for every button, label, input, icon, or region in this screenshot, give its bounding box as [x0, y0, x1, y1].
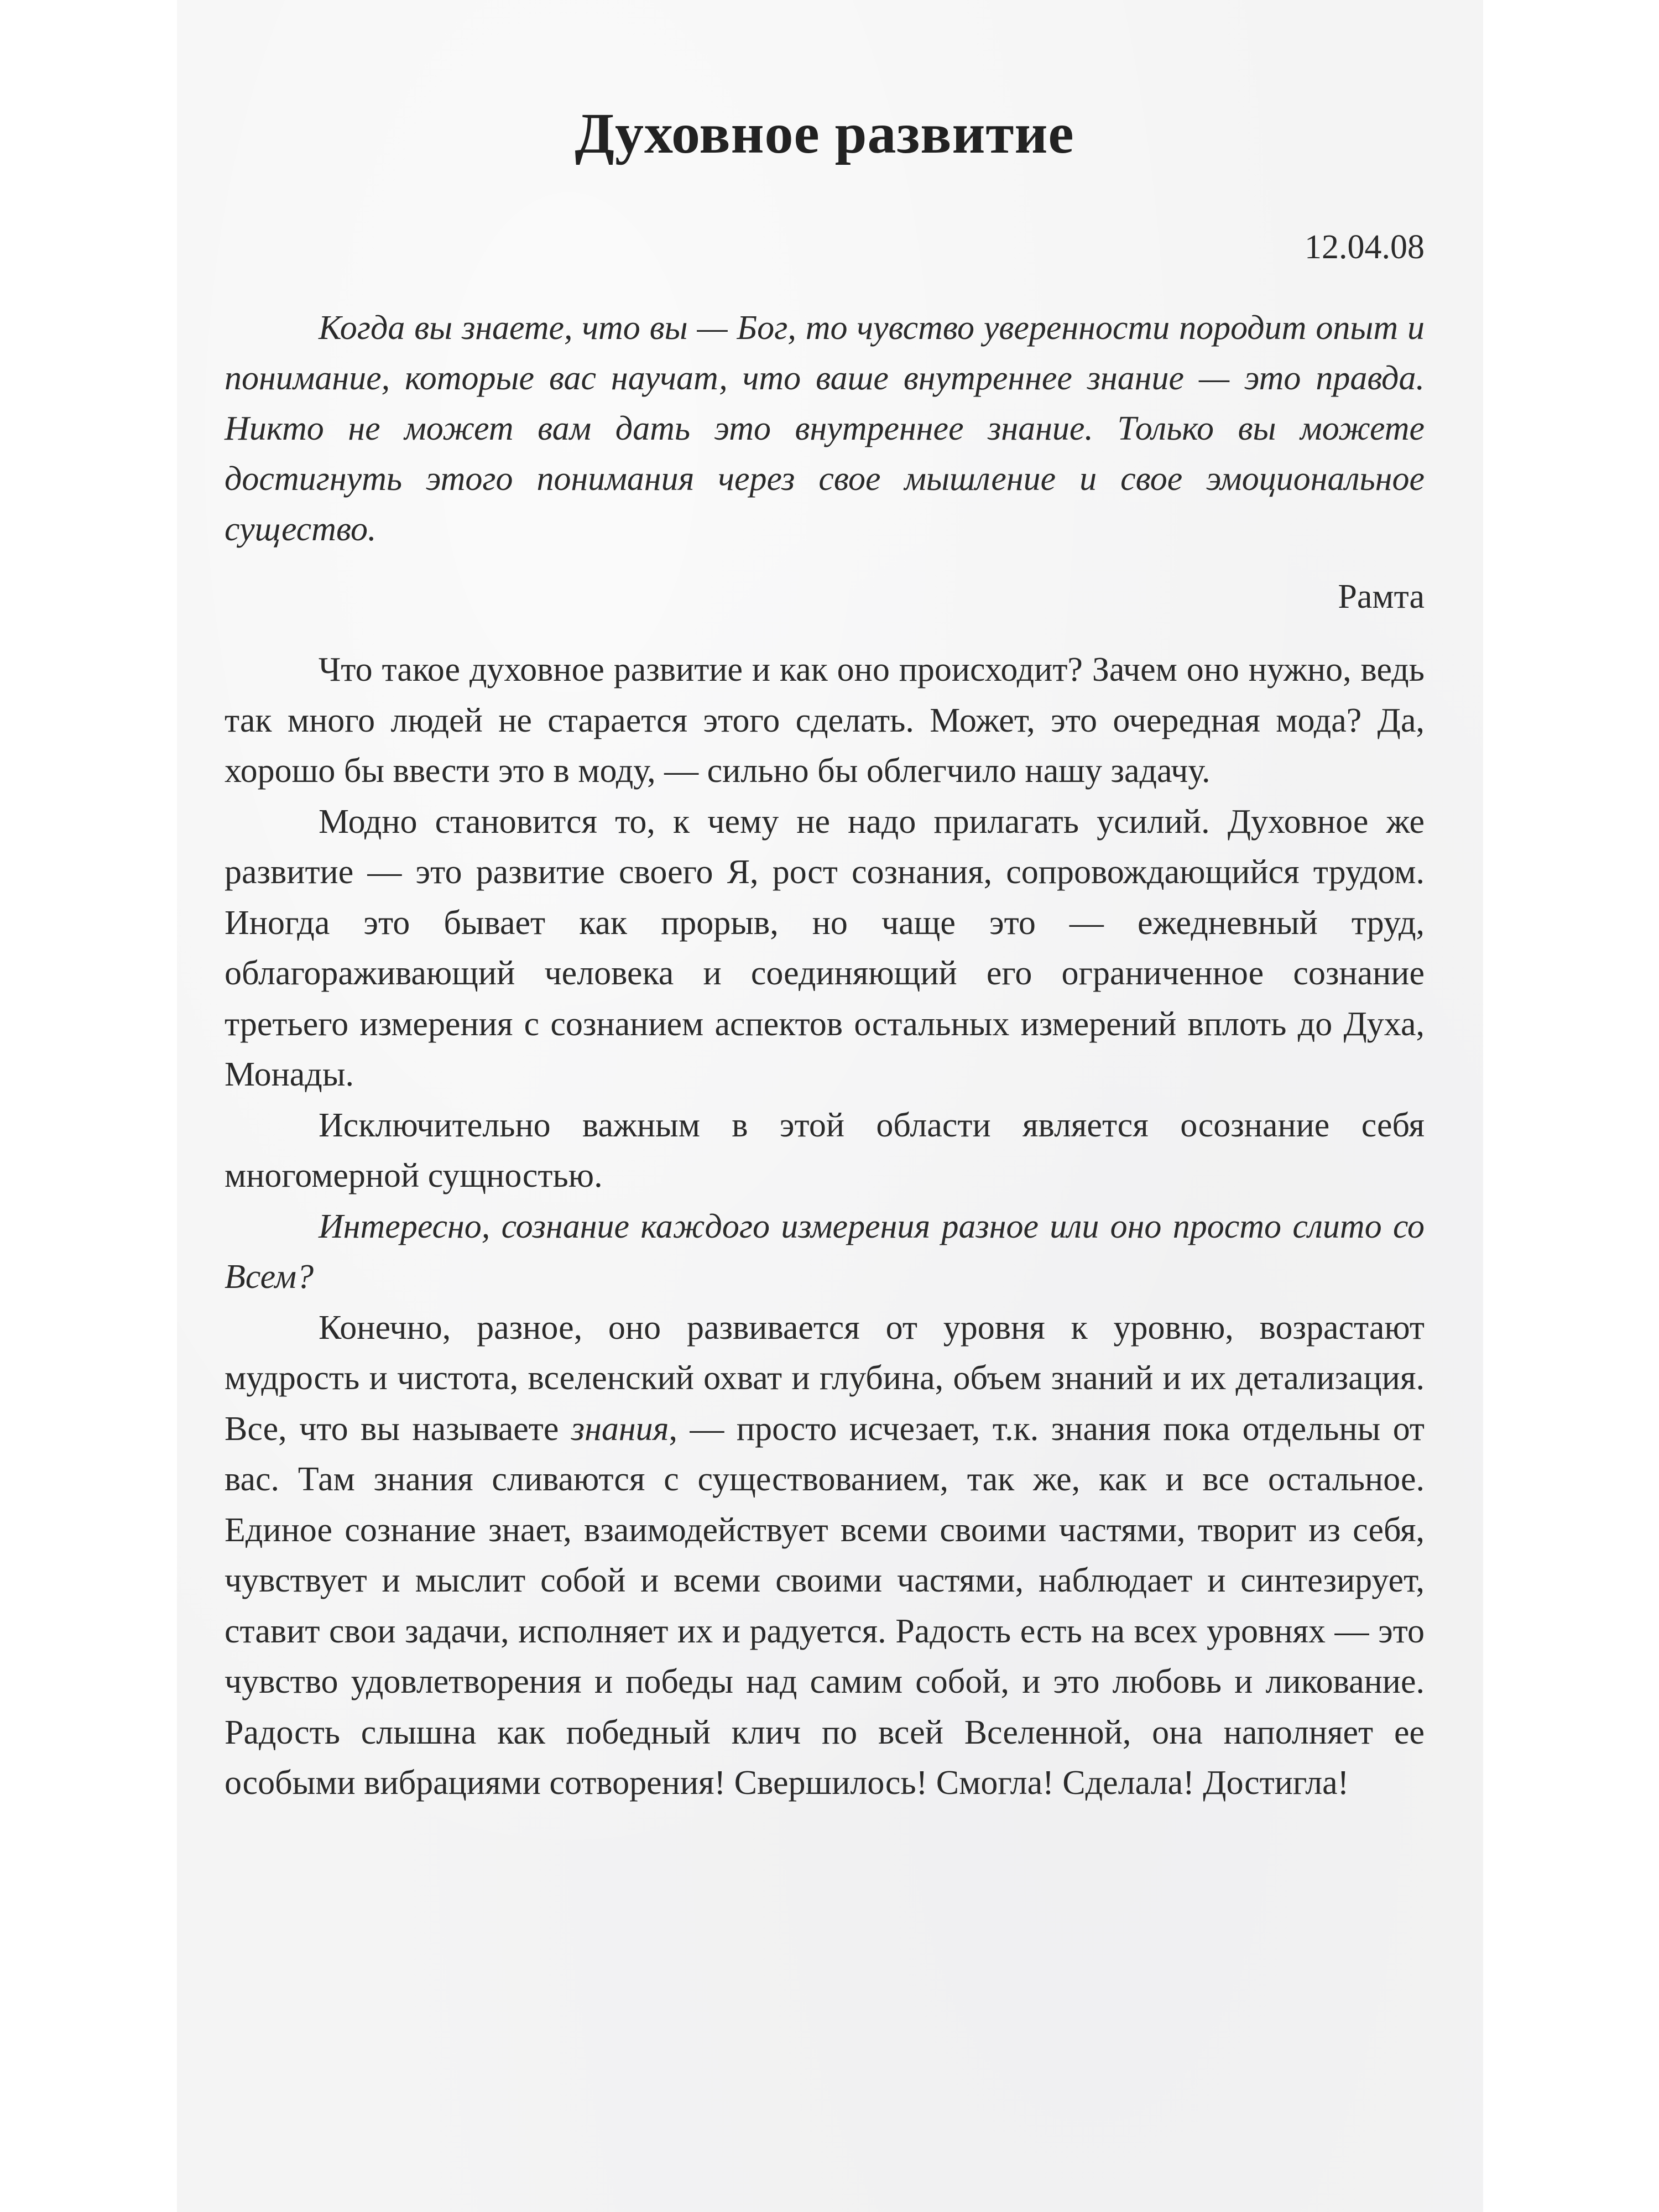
chapter-title: Духовное развитие: [575, 102, 1074, 165]
chapter-date: 12.04.08: [1305, 228, 1425, 266]
chapter-body: [225, 645, 1425, 1809]
paragraph-what-is-spiritual-development: Что такое духовное развитие и как оно происходит? Зачем оно нужно, ведь так много людей не старается этого сделать. Может, это очередная мода? Да, хорошо бы ввести это в моду, — сильно бы облегчило нашу задачу.: [225, 651, 1425, 790]
answer-emphasis: знания: [571, 1410, 669, 1448]
book-page: [177, 0, 1483, 2212]
answer-text-before: Конечно, разное, оно развивается от уровня к уровню, возрастают мудрость и чистота, вселенский охват и глубина, объем знаний и их детализация. Все, что вы называете: [225, 1308, 1425, 1448]
epigraph-author: Рамта: [1338, 578, 1425, 615]
paragraph-multidimensional-self: Исключительно важным в этой области является осознание себя многомерной сущностью.: [225, 1106, 1425, 1194]
paragraph-fashion-and-effort: Модно становится то, к чему не надо прилагать усилий. Духовное же развитие — это развитие своего Я, рост сознания, сопровождающийся трудом. Иногда это бывает как прорыв, но чаще это — ежедневный труд, облагораживающий человека и соединяющий его ограниченное сознание третьего измерения с сознанием аспектов остальных измерений вплоть до Духа, Монады.: [225, 802, 1425, 1093]
answer-text-after: , — просто исчезает, т.к. знания пока отдельны от вас. Там знания сливаются с существованием, так же, как и все остальное. Единое сознание знает, взаимодействует всеми своими частями, творит из себя, чувствует и мыслит собой и всеми своими частями, наблюдает и синтезирует, ставит свои задачи, исполняет их и радуется. Радость есть на всех уровнях — это чувство удовлетворения и победы над самим собой, и это любовь и ликование. Радость слышна как победный клич по всей Вселенной, она наполняет ее особыми вибрациями сотворения! Свершилось! Смогла! Сделала! Достигла!: [225, 1410, 1425, 1802]
epigraph-quote: Когда вы знаете, что вы — Бог, то чувство уверенности породит опыт и понимание, которые вас научат, что ваше внутреннее знание — это правда. Никто не может вам дать это внутреннее знание. Только вы можете достигнуть этого понимания через свое мышление и свое эмоциональное существо.: [225, 309, 1425, 548]
paragraph-question: Интересно, сознание каждого измерения разное или оно просто слито со Всем?: [225, 1207, 1425, 1296]
paragraph-answer: [225, 1303, 1425, 1809]
